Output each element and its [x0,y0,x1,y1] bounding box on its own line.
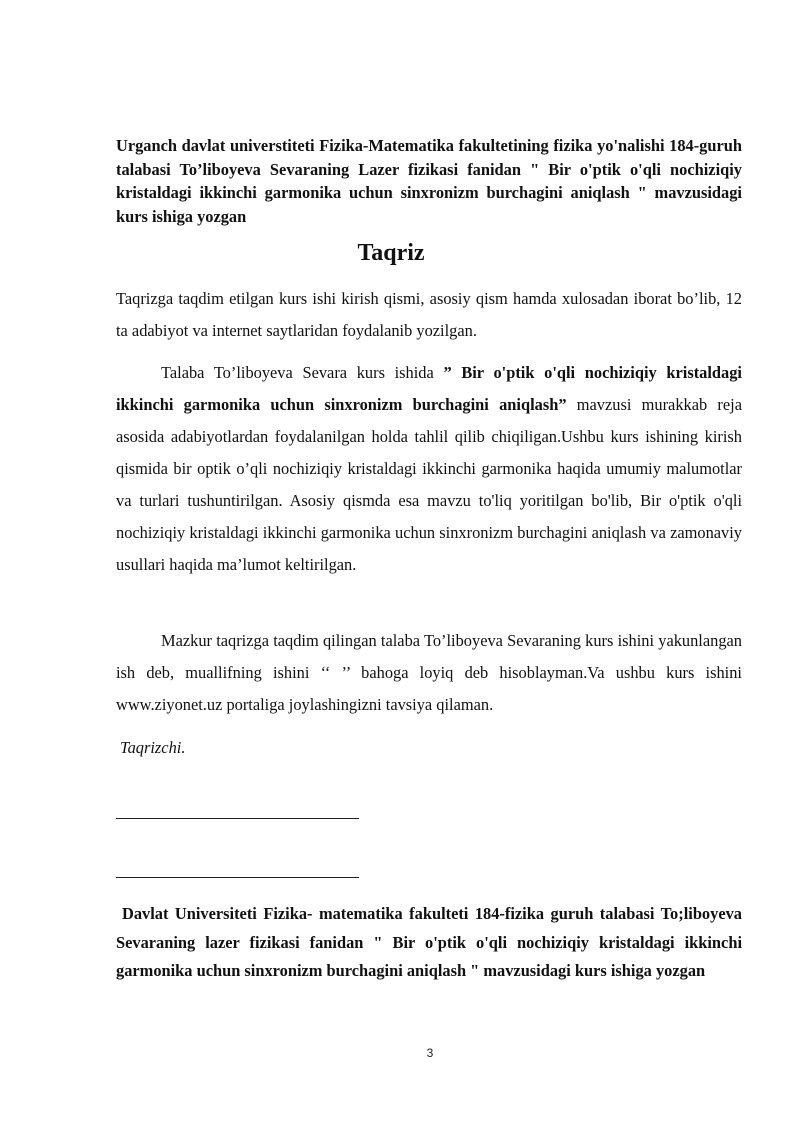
page-title: Taqriz [357,240,425,266]
paragraph-lead-text: Talaba To’liboyeva Sevara kurs ishida [161,363,444,382]
document-header: Urganch davlat universtiteti Fizika-Matematika fakultetining fizika yo'nalishi 184-guruh talabasi To’liboyeva Sevaraning Lazer fizikasi fanidan " Bir o'ptik o'qli nochiziqiy kristaldagi ikkinchi garmonika uchun sinxronizm burchagini aniqlash " mavzusidagi kurs ishiga yozgan [116,136,742,226]
reviewer-label: Taqrizchi. [120,738,186,757]
document-footer: Davlat Universiteti Fizika- matematika fakulteti 184-fizika guruh talabasi To;liboyeva Sevaraning lazer fizikasi fanidan " Bir o'ptik o'qli nochiziqiy kristaldagi ikkinchi garmonika uchun sinxronizm burchagini aniqlash " mavzusidagi kurs ishiga yozgan [116,904,742,980]
paragraph-intro: Taqrizga taqdim etilgan kurs ishi kirish qismi, asosiy qism hamda xulosadan iborat bo’lib, 12 ta adabiyot va internet saytlaridan foydalanib yozilgan. [116,289,742,340]
page-number: 3 [426,1046,434,1060]
course-topic-title: ” Bir o'ptik o'qli nochiziqiy kristaldagi ikkinchi garmonika uchun sinxronizm burchagini aniqlash” [116,363,742,414]
signature-line [116,818,359,819]
paragraph-body-text: mavzusi murakkab reja asosida adabiyotlardan foydalanilgan holda tahlil qilib chiqiligan.Ushbu kurs ishining kirish qismida bir optik o’qli nochiziqiy kristaldagi ikkinchi garmonika haqida umumiy malumotlar va turlari tushuntirilgan. Asosiy qismda esa mavzu to'liq yoritilgan bo'lib, Bir o'ptik o'qli nochiziqiy kristaldagi ikkinchi garmonika uchun sinxronizm burchagini aniqlash va zamonaviy usullari haqida ma’lumot keltirilgan. [116,395,742,574]
paragraph-conclusion: Mazkur taqrizga taqdim qilingan talaba To’liboyeva Sevaraning kurs ishini yakunlangan ish deb, muallifning ishini ‘‘ ’’ bahoga loyiq deb hisoblayman.Va ushbu kurs ishini www.ziyonet.uz portaliga joylashingizni tavsiya qilaman. [116,631,742,714]
signature-line [116,877,359,878]
paragraph-description [116,357,742,581]
